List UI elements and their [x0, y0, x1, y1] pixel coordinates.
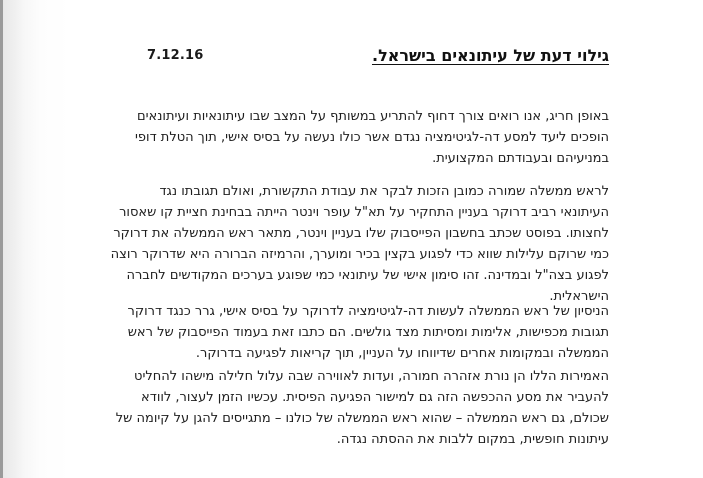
paragraph-line: האמירות הללו הן נורת אזהרה חמורה, ועדות לאווירה שבה עלול חלילה מישהו להחליט [134, 369, 609, 384]
paragraph-2 [49, 181, 609, 307]
paragraph-line: הופכים ליעד למסע דה-לגיטימציה נגדם אשר כולו נעשה על בסיס אישי, תוך הטלת דופי [135, 130, 609, 145]
paragraph-4 [49, 366, 609, 450]
paragraph-line: עיתונות חופשית, במקום ללבות את ההסתה נגדה. [336, 432, 609, 447]
paragraph-line: לפגוע בצה"ל ובמדינה. זהו סימון אישי של עיתונאי כמי שפוגע בערכים המקודשים לחברה [126, 268, 609, 283]
paragraph-line: לראש ממשלה שמורה כמובן הזכות לבקר את עבודת התקשורת, ואולם תגובתו נגד [159, 184, 609, 199]
document-date: 7.12.16 [147, 48, 204, 63]
document-title: גילוי דעת של עיתונאים בישראל. [371, 46, 609, 65]
paragraph-line: כמי שרוקם עלילות שווא כדי לפגוע בקצין בכיר ומוערך, והרמיזה הברורה היא שדרוקר רוצה [110, 247, 609, 262]
paragraph-line: הממשלה ובמקומות אחרים שדיווחו על העניין, תוך קריאות לפגיעה בדרוקר. [195, 346, 609, 361]
paragraph-line: העיתונאי רביב דרוקר בעניין התחקיר על תא"ל עופר וינטר הייתה בבחינת חציית קו שאסור [119, 205, 609, 220]
paragraph-line: תגובות מכפישות, אלימות ומסיתות מצד גולשים. הם כתבו זאת בעמוד הפייסבוק של ראש [127, 325, 609, 340]
paragraph-3 [49, 301, 609, 364]
paragraph-line: לחצותו. בפוסט שכתב בחשבון הפייסבוק שלו בעניין וינטר, מתאר ראש הממשלה את דרוקר [113, 226, 609, 241]
paragraph-line: שכולם, גם ראש הממשלה – שהוא ראש הממשלה של כולנו – מתגייסים להגן על קיומה של [115, 411, 609, 426]
paragraph-line: להעביר את מסע ההכפשה הזה גם למישור הפגיעה הפיסית. עכשיו הזמן לעצור, לוודא [141, 390, 609, 405]
paragraph-line: הישראלית. [549, 289, 609, 304]
paragraph-line: הניסיון של ראש הממשלה לעשות דה-לגיטימציה לדרוקר על בסיס אישי, גרר כנגד דרוקר [127, 304, 609, 319]
paragraph-line: באופן חריג, אנו רואים צורך דחוף להתריע במשותף על המצב שבו עיתונאיות ועיתונאים [136, 109, 609, 124]
paragraph-1 [49, 106, 609, 169]
paragraph-line: במניעיהם ובעבודתם המקצועית. [432, 151, 609, 166]
